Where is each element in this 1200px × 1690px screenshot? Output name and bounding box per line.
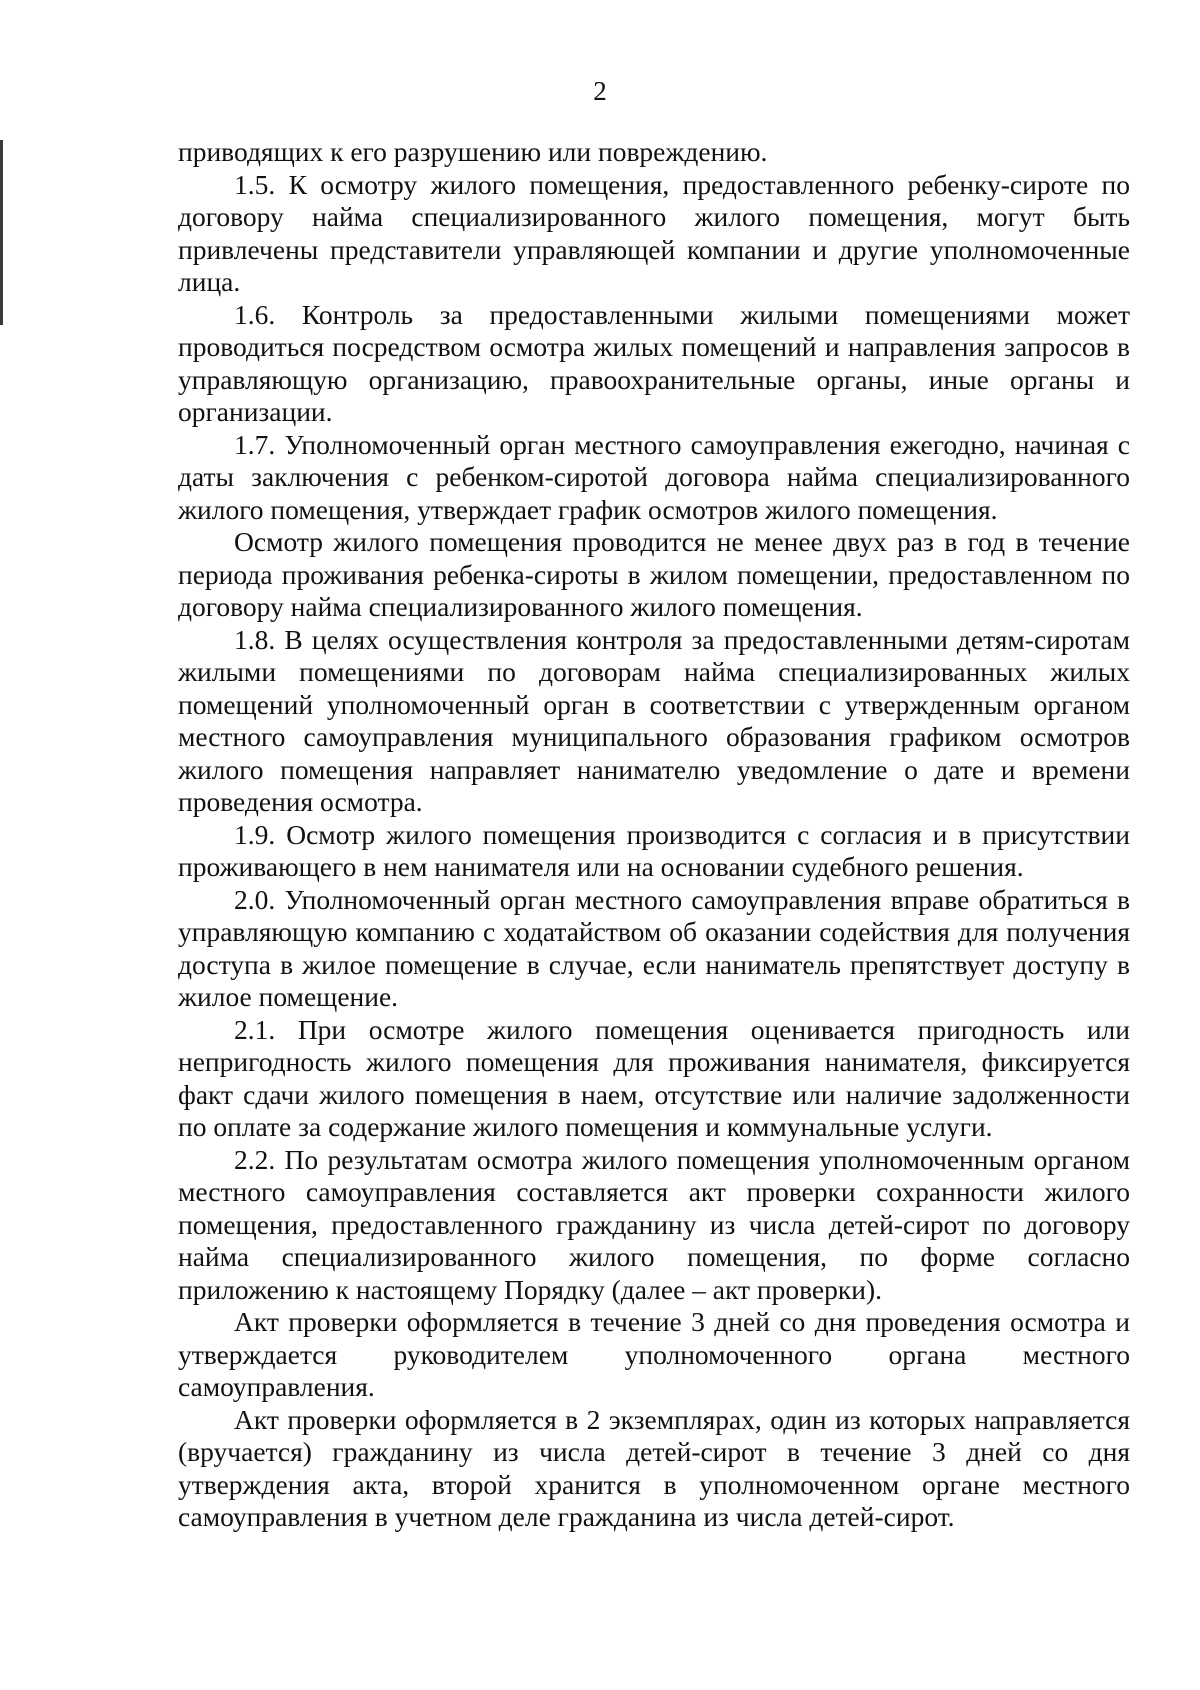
paragraph-2-1: 2.1. При осмотре жилого помещения оценивается пригодность или непригодность жилого помещения для проживания нанимателя, фиксируется факт сдачи жилого помещения в наем, отсутствие или наличие задолженности по оплате за содержание жилого помещения и коммунальные услуги. bbox=[178, 1013, 1130, 1142]
paragraph-1-8: 1.8. В целях осуществления контроля за предоставленными детям-сиротам жилыми помещениями по договорам найма специализированных жилых помещений уполномоченный орган в соответствии с утвержденным органом местного самоуправления муниципального образования графиком осмотров жилого помещения направляет нанимателю уведомление о дате и времени проведения осмотра. bbox=[178, 623, 1130, 817]
paragraph-2-2: 2.2. По результатам осмотра жилого помещения уполномоченным органом местного самоуправления составляется акт проверки сохранности жилого помещения, предоставленного гражданину из числа детей-сирот по договору найма специализированного жилого помещения, по форме согласно приложению к настоящему Порядку (далее – акт проверки). bbox=[178, 1143, 1130, 1305]
paragraph-1-5: 1.5. К осмотру жилого помещения, предоставленного ребенку-сироте по договору найма специализированного жилого помещения, могут быть привлечены представители управляющей компании и другие уполномоченные лица. bbox=[178, 168, 1130, 297]
paragraph-act-copies: Акт проверки оформляется в 2 экземплярах, один из которых направляется (вручается) гражданину из числа детей-сирот в течение 3 дней со дня утверждения акта, второй хранится в уполномоченном органе местного самоуправления в учетном деле гражданина из числа детей-сирот. bbox=[178, 1403, 1130, 1532]
page-number: 2 bbox=[593, 76, 607, 106]
paragraph-act-approval: Акт проверки оформляется в течение 3 дней со дня проведения осмотра и утверждается руководителем уполномоченного органа местного самоуправления. bbox=[178, 1306, 1130, 1402]
paragraph-continuation: приводящих к его разрушению или повреждению. bbox=[178, 136, 768, 167]
paragraph-1-7: 1.7. Уполномоченный орган местного самоуправления ежегодно, начиная с даты заключения с ребенком-сиротой договора найма специализированного жилого помещения, утверждает график осмотров жилого помещения. bbox=[178, 428, 1130, 525]
document-body bbox=[178, 136, 1130, 1534]
paragraph-2-0: 2.0. Уполномоченный орган местного самоуправления вправе обратиться в управляющую компанию с ходатайством об оказании содействия для получения доступа в жилое помещение в случае, если наниматель препятствует доступу в жилое помещение. bbox=[178, 883, 1130, 1012]
paragraph-inspection-frequency: Осмотр жилого помещения проводится не менее двух раз в год в течение периода проживания ребенка-сироты в жилом помещении, предоставленном по договору найма специализированного жилого помещения. bbox=[178, 526, 1130, 622]
scan-edge-shadow bbox=[0, 140, 3, 325]
paragraph-1-9: 1.9. Осмотр жилого помещения производится с согласия и в присутствии проживающего в нем нанимателя или на основании судебного решения. bbox=[178, 818, 1130, 882]
paragraph-1-6: 1.6. Контроль за предоставленными жилыми помещениями может проводиться посредством осмотра жилых помещений и направления запросов в управляющую организацию, правоохранительные органы, иные органы и организации. bbox=[178, 298, 1130, 427]
